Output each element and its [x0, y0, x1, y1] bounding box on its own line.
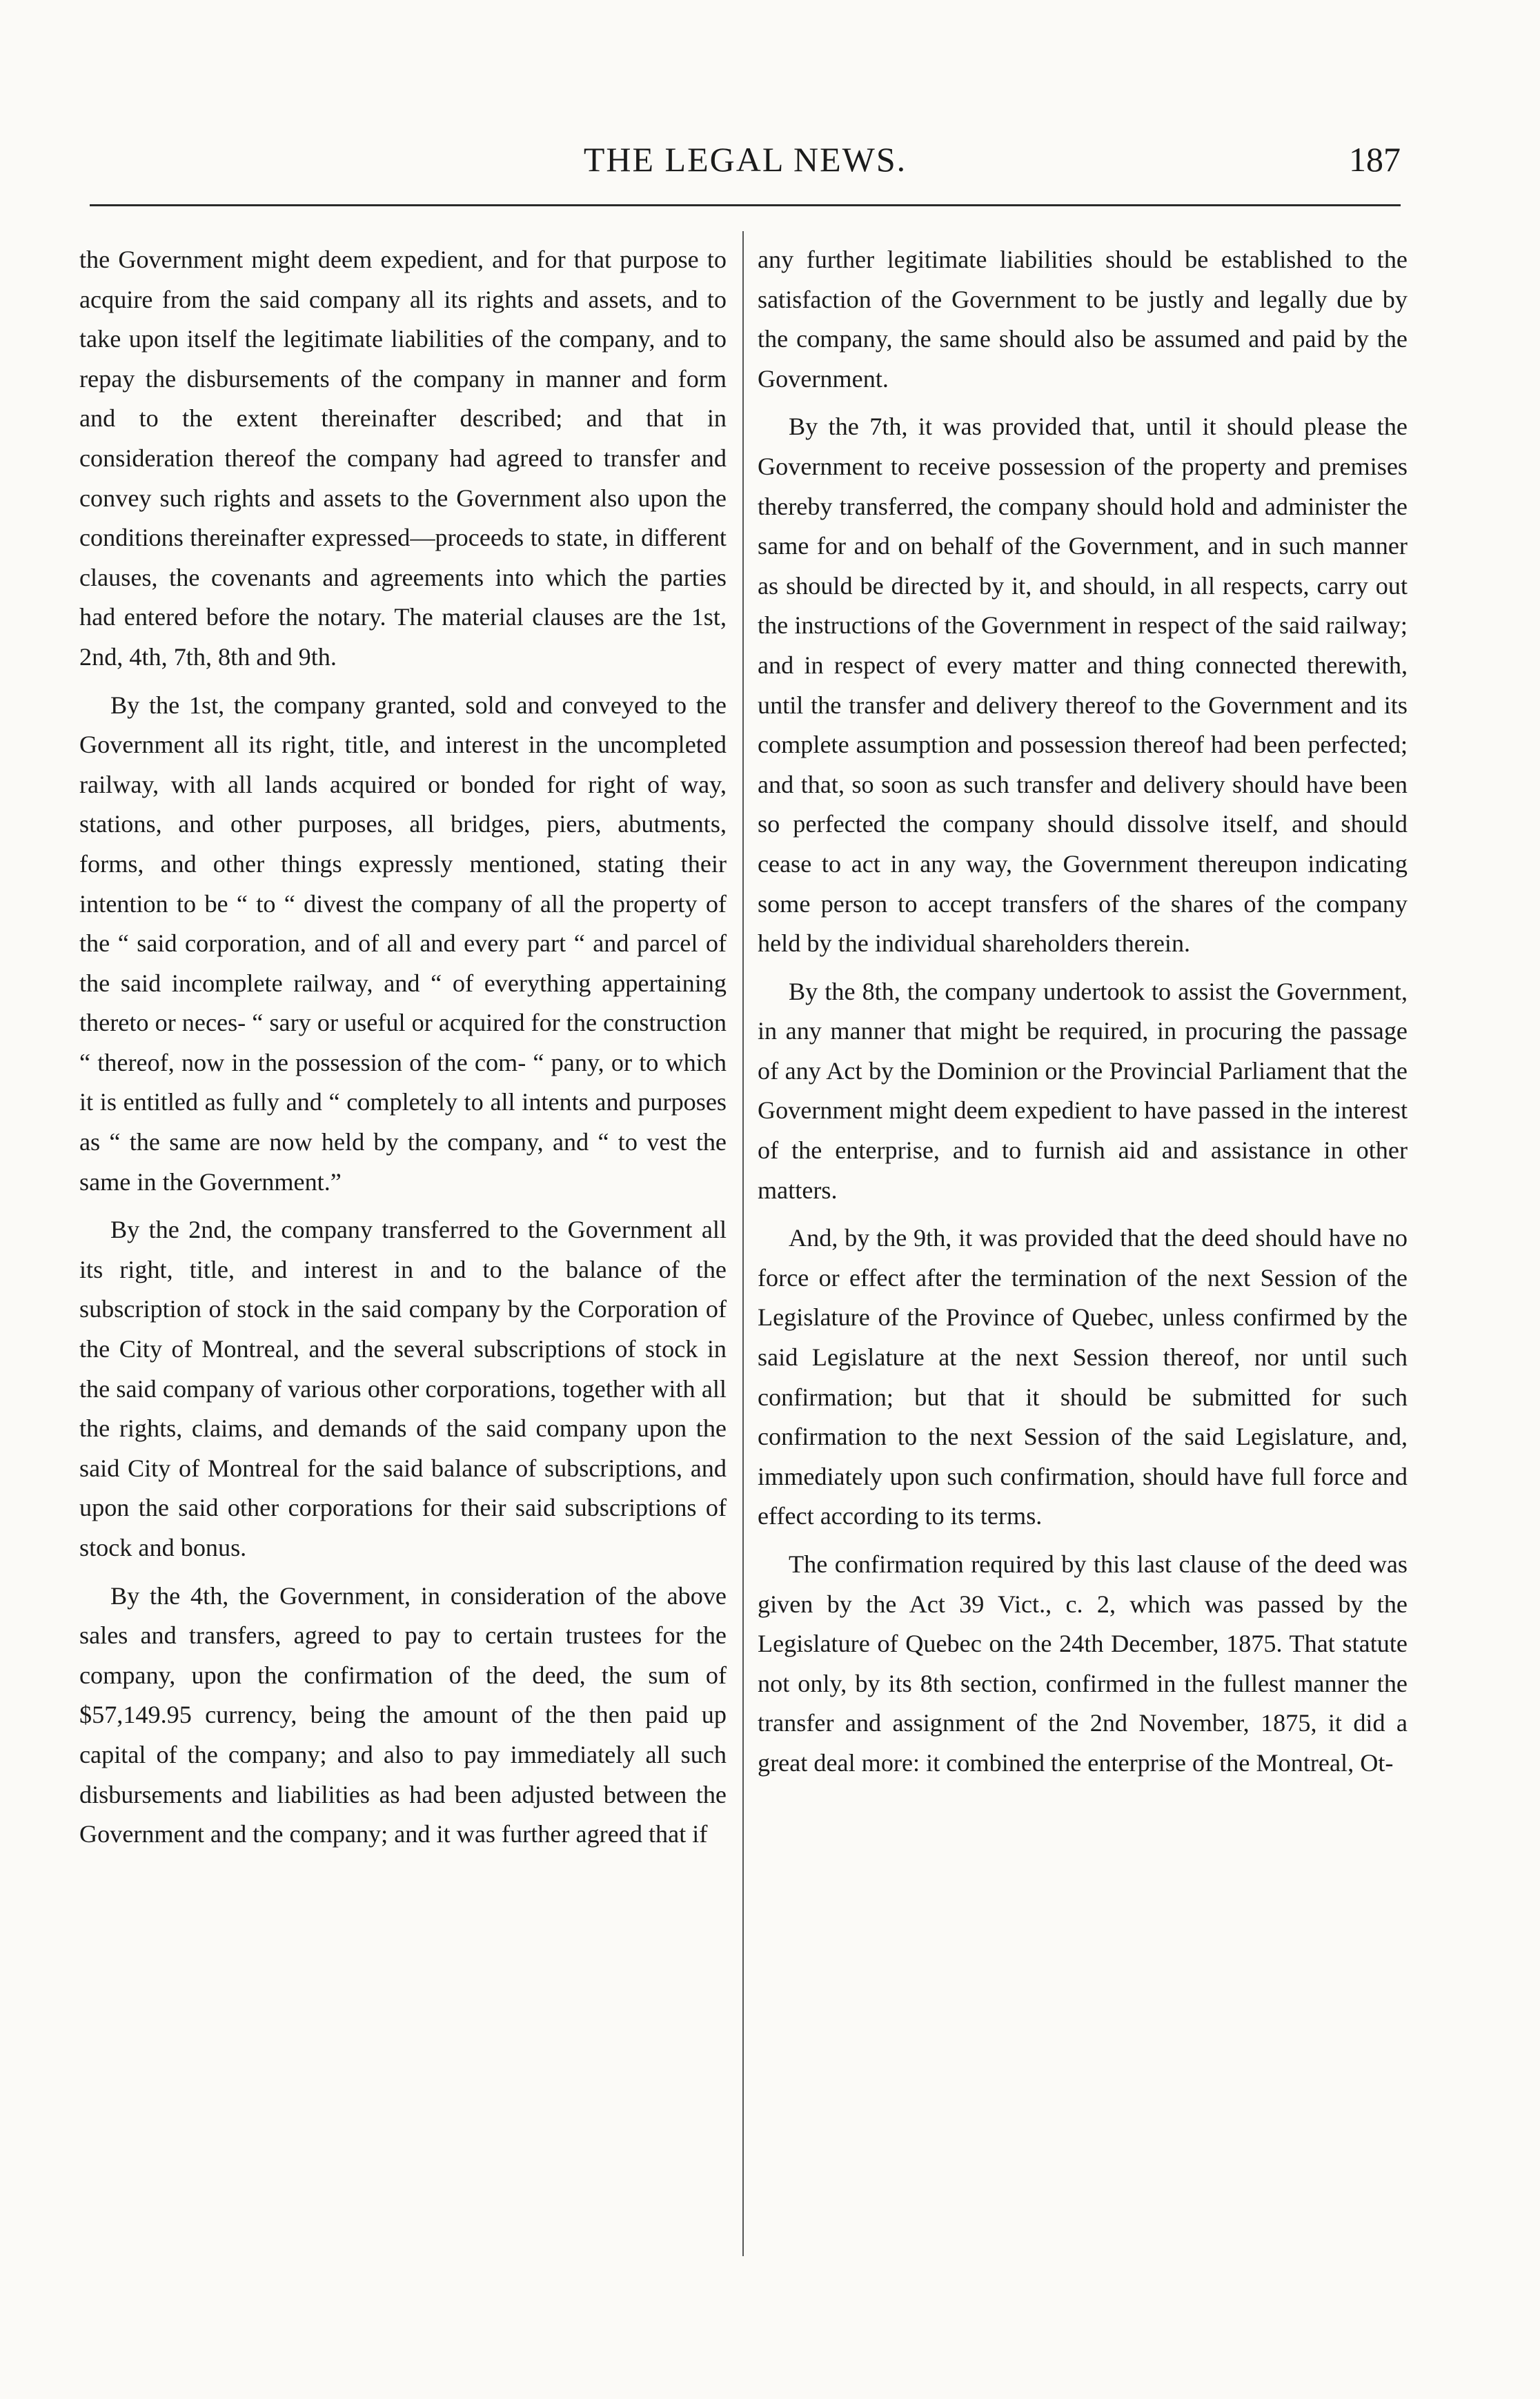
header-rule	[90, 204, 1401, 206]
column-divider	[742, 231, 744, 2256]
paragraph: the Government might deem expedient, and for that purpose to acquire from the said company all its rights and assets, and to take upon itself the legitimate liabilities of the company, and to repay the disbursements of the company in manner and form and to the extent thereinafter described; and that in consideration thereof the company had agreed to transfer and convey such rights and assets to the Government also upon the conditions thereinafter expressed—proceeds to state, in different clauses, the covenants and agreements into which the parties had entered before the notary. The material clauses are the 1st, 2nd, 4th, 7th, 8th and 9th.	[79, 246, 727, 671]
left-column	[79, 240, 727, 1863]
paragraph: By the 4th, the Government, in consideration of the above sales and transfers, agreed to pay to certain trustees for the company, upon the confirmation of the deed, the sum of $57,149.95 currency, being the amount of the then paid up capital of the company; and also to pay immediately all such disbursements and liabilities as had been adjusted between the Government and the company; and it was further agreed that if	[79, 1581, 727, 1848]
right-column	[758, 240, 1408, 1792]
journal-title: THE LEGAL NEWS.	[583, 140, 907, 179]
paragraph: By the 2nd, the company transferred to the Government all its right, title, and interest in and to the balance of the subscription of stock in the said company by the Corporation of the City of Montreal, and the several subscriptions of stock in the said company of various other corporations, together with all the rights, claims, and demands of the said company upon the said City of Montreal for the said balance of subscriptions, and upon the said other corporations for their said subscriptions of stock and bonus.	[79, 1216, 727, 1561]
paragraph: And, by the 9th, it was provided that the deed should have no force or effect after the termination of the next Session of the Legislature of the Province of Quebec, unless confirmed by the said Legislature at the next Session thereof, nor until such confirmation; but that it should be submitted for such confirmation to the next Session of the said Legislature, and, immediately upon such confirmation, should have full force and effect according to its terms.	[758, 1224, 1408, 1530]
paragraph: By the 7th, it was provided that, until it should please the Government to receive possession of the property and premises thereby transferred, the company should hold and administer the same for and on behalf of the Government, and in such manner as should be directed by it, and should, in all respects, carry out the instructions of the Government in respect of the said railway; and in respect of every matter and thing connected therewith, until the transfer and delivery thereof to the Government and its complete assumption and possession thereof had been perfected; and that, so soon as such transfer and delivery should have been so perfected the company should dissolve itself, and should cease to act in any way, the Government thereupon indicating some person to accept transfers of the shares of the company held by the individual shareholders therein.	[758, 413, 1408, 958]
paragraph: any further legitimate liabilities should be established to the satisfaction of the Government to be justly and legally due by the company, the same should also be assumed and paid by the Government.	[758, 246, 1408, 393]
page-number: 187	[1349, 140, 1401, 179]
page-header	[90, 131, 1401, 193]
paragraph: By the 8th, the company undertook to assist the Government, in any manner that might be required, in procuring the passage of any Act by the Dominion or the Provincial Parliament that the Government might deem expedient to have passed in the interest of the enterprise, and to furnish aid and assistance in other matters.	[758, 977, 1408, 1204]
paragraph: By the 1st, the company granted, sold and conveyed to the Government all its right, title, and interest in the uncompleted railway, with all lands acquired or bonded for right of way, stations, and other purposes, all bridges, piers, abutments, forms, and other things expressly mentioned, stating their intention to be “ to “ divest the company of all the property of the “ said corporation, and of all and every part “ and parcel of the said incomplete railway, and “ of everything appertaining thereto or neces- “ sary or useful or acquired for the construction “ thereof, now in the possession of the com- “ pany, or to which it is entitled as fully and “ completely to all intents and purposes as “ the same are now held by the company, and “ to vest the same in the Government.”	[79, 691, 727, 1196]
paragraph: The confirmation required by this last clause of the deed was given by the Act 39 Vict., c. 2, which was passed by the Legislature of Quebec on the 24th December, 1875. That statute not only, by its 8th section, confirmed in the fullest manner the transfer and assignment of the 2nd November, 1875, it did a great deal more: it combined the enterprise of the Montreal, Ot-	[758, 1550, 1408, 1777]
